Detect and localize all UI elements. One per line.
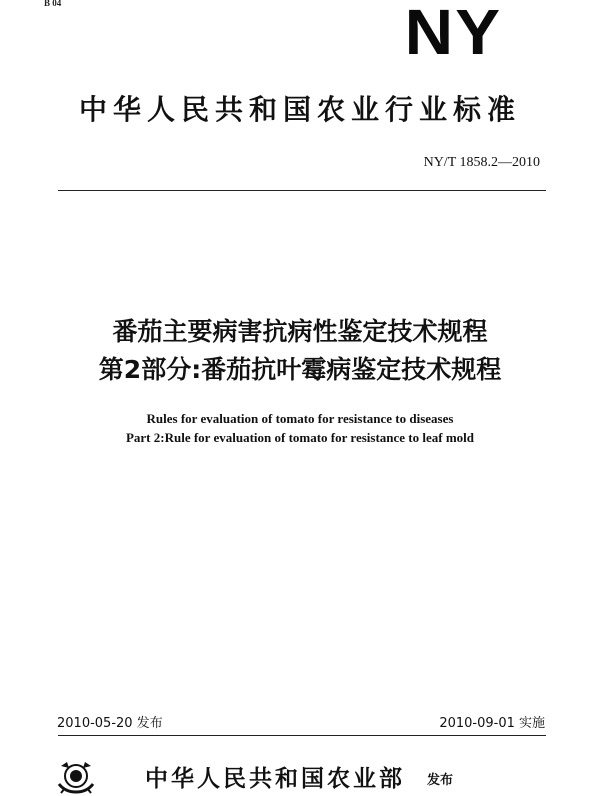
chinese-title-line-2: 第2部分:番茄抗叶霉病鉴定技术规程: [98, 355, 502, 384]
standard-number: NY/T 1858.2—2010: [423, 155, 540, 170]
publisher-row: [55, 758, 545, 792]
ny-logo: NY: [404, 0, 503, 68]
bottom-divider: [58, 735, 546, 736]
publisher-name: 中华人民共和国农业部: [145, 766, 405, 792]
standard-category-title: 中华人民共和国农业行业标准: [78, 93, 521, 126]
publisher-action: 发布: [427, 773, 454, 788]
chinese-title-line-1: 番茄主要病害抗病性鉴定技术规程: [112, 317, 488, 346]
implementation-date: 2010-09-01 实施: [439, 716, 545, 731]
ccs-code: B 04: [44, 0, 62, 8]
ministry-emblem-icon: [55, 758, 97, 794]
top-divider: [58, 190, 546, 191]
english-title-line-1: Rules for evaluation of tomato for resistance to diseases: [146, 411, 454, 426]
issue-date: 2010-05-20 发布: [57, 716, 163, 731]
english-title-line-2: Part 2:Rule for evaluation of tomato for resistance to leaf mold: [125, 430, 475, 445]
